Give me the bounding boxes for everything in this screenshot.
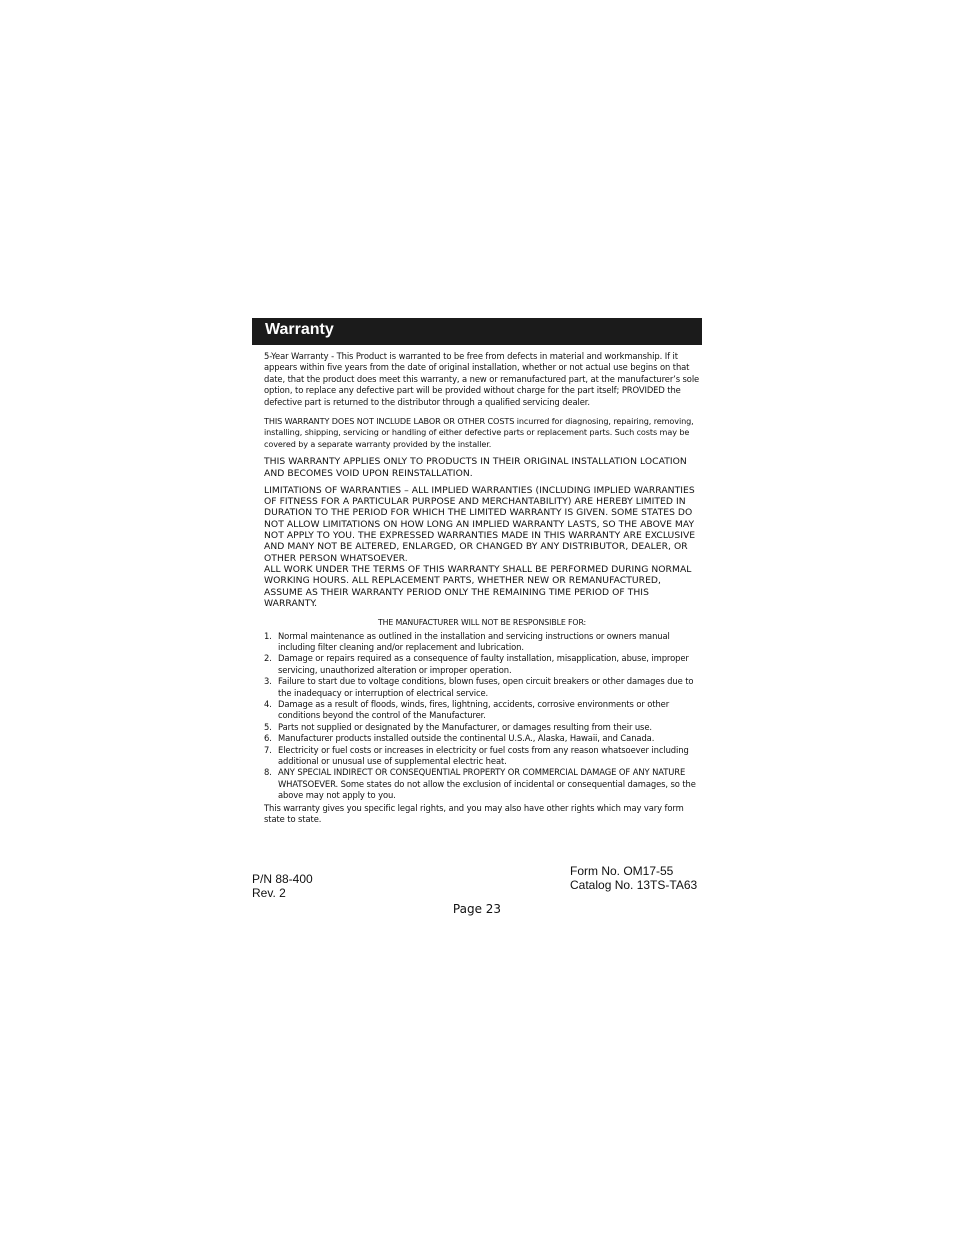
list-item: 3. Failure to start due to voltage conditions, blown fuses, open circuit breakers or other damages due to the inadequacy or interruption of electrical service. [264, 676, 694, 698]
form-catalog-block [570, 864, 697, 892]
exclusion-list [264, 631, 700, 802]
warranty-paragraph-labor: THIS WARRANTY DOES NOT INCLUDE LABOR OR OTHER COSTS incurred for diagnosing, repairing, removing, installing, shipping, servicing or handling of either defective parts or replacement parts. Such costs may be covered by a separate warranty provided by the installer. [264, 416, 694, 449]
revision: Rev. 2 [252, 886, 286, 900]
page-number: Page 23 [452, 902, 502, 916]
list-item: 4. Damage as a result of floods, winds, fires, lightning, accidents, corrosive environments or other conditions beyond the control of the Manufacturer. [264, 698, 670, 721]
warranty-limitations [264, 485, 700, 609]
part-number-block [252, 872, 313, 900]
part-number: P/N 88-400 [252, 872, 313, 886]
warranty-paragraph-limitations: LIMITATIONS OF WARRANTIES – ALL IMPLIED WARRANTIES (INCLUDING IMPLIED WARRANTIES OF FITNESS FOR A PARTICULAR PURPOSE AND MERCHANTABILITY) ARE HEREBY LIMITED IN DURATION TO THE PERIOD FOR WHICH THE LIMITED WARRANTY IS GIVEN. SOME STATES DO NOT ALLOW LIMITATIONS ON HOW LONG AN IMPLIED WARRANTY LASTS, SO THE ABOVE MAY NOT APPLY TO YOU. THE EXPRESSED WARRANTIES MADE IN THIS WARRANTY ARE EXCLUSIVE AND MANY NOT BE ALTERED, ENLARGED, OR CHANGED BY ANY DISTRIBUTOR, DEALER, OR OTHER PERSON WHATSOEVER. [264, 484, 696, 564]
page-title: Warranty [265, 321, 334, 338]
form-number: Form No. OM17-55 [570, 864, 674, 878]
list-item: 8. ANY SPECIAL INDIRECT OR CONSEQUENTIAL PROPERTY OR COMMERCIAL DAMAGE OF ANY NATURE WHATSOEVER. Some states do not allow the exclusion of incidental or consequential damages, so the above may not apply to you. [264, 767, 696, 801]
manufacturer-heading: THE MANUFACTURER WILL NOT BE RESPONSIBLE FOR: [377, 618, 587, 628]
list-item: 7. Electricity or fuel costs or increases in electricity or fuel costs from any reason whatsoever including additional or unusual use of supplemental electric heat. [264, 744, 689, 766]
warranty-closing-paragraph: This warranty gives you specific legal rights, and you may also have other rights which may vary form state to state. [264, 802, 684, 825]
warranty-header-bar [252, 318, 702, 345]
warranty-paragraph-work-hours: ALL WORK UNDER THE TERMS OF THIS WARRANTY SHALL BE PERFORMED DURING NORMAL WORKING HOURS. ALL REPLACEMENT PARTS, WHETHER NEW OR REMANUFACTURED, ASSUME AS THEIR WARRANTY PERIOD ONLY THE REMAINING TIME PERIOD OF THIS WARRANTY. [264, 563, 692, 609]
list-item: 2. Damage or repairs required as a consequence of faulty installation, misapplication, abuse, improper servicing, unauthorized alteration or improper operation. [264, 653, 689, 675]
warranty-paragraph-terms: 5-Year Warranty - This Product is warranted to be free from defects in material and workmanship. If it appears within five years from the date of original installation, whether or not actual use begins on that date, that the product does meet this warranty, a new or remanufactured part, at the manufacturer’s sole option, to replace any defective part will be provided without charge for the part itself; PROVIDED the defective part is returned to the distributor through a qualified servicing dealer. [264, 351, 700, 407]
list-item: 1. Normal maintenance as outlined in the installation and servicing instructions or owners manual including filter cleaning and/or replacement and lubrication. [264, 630, 670, 652]
catalog-number: Catalog No. 13TS-TA63 [570, 878, 698, 892]
warranty-paragraph-installation: THIS WARRANTY APPLIES ONLY TO PRODUCTS IN THEIR ORIGINAL INSTALLATION LOCATION AND BECOMES VOID UPON REINSTALLATION. [264, 456, 687, 479]
warranty-body [264, 351, 700, 825]
list-item: 5. Parts not supplied or designated by the Manufacturer, or damages resulting from their use. [264, 721, 652, 732]
list-item: 6. Manufacturer products installed outside the continental U.S.A., Alaska, Hawaii, and Canada. [264, 733, 655, 744]
